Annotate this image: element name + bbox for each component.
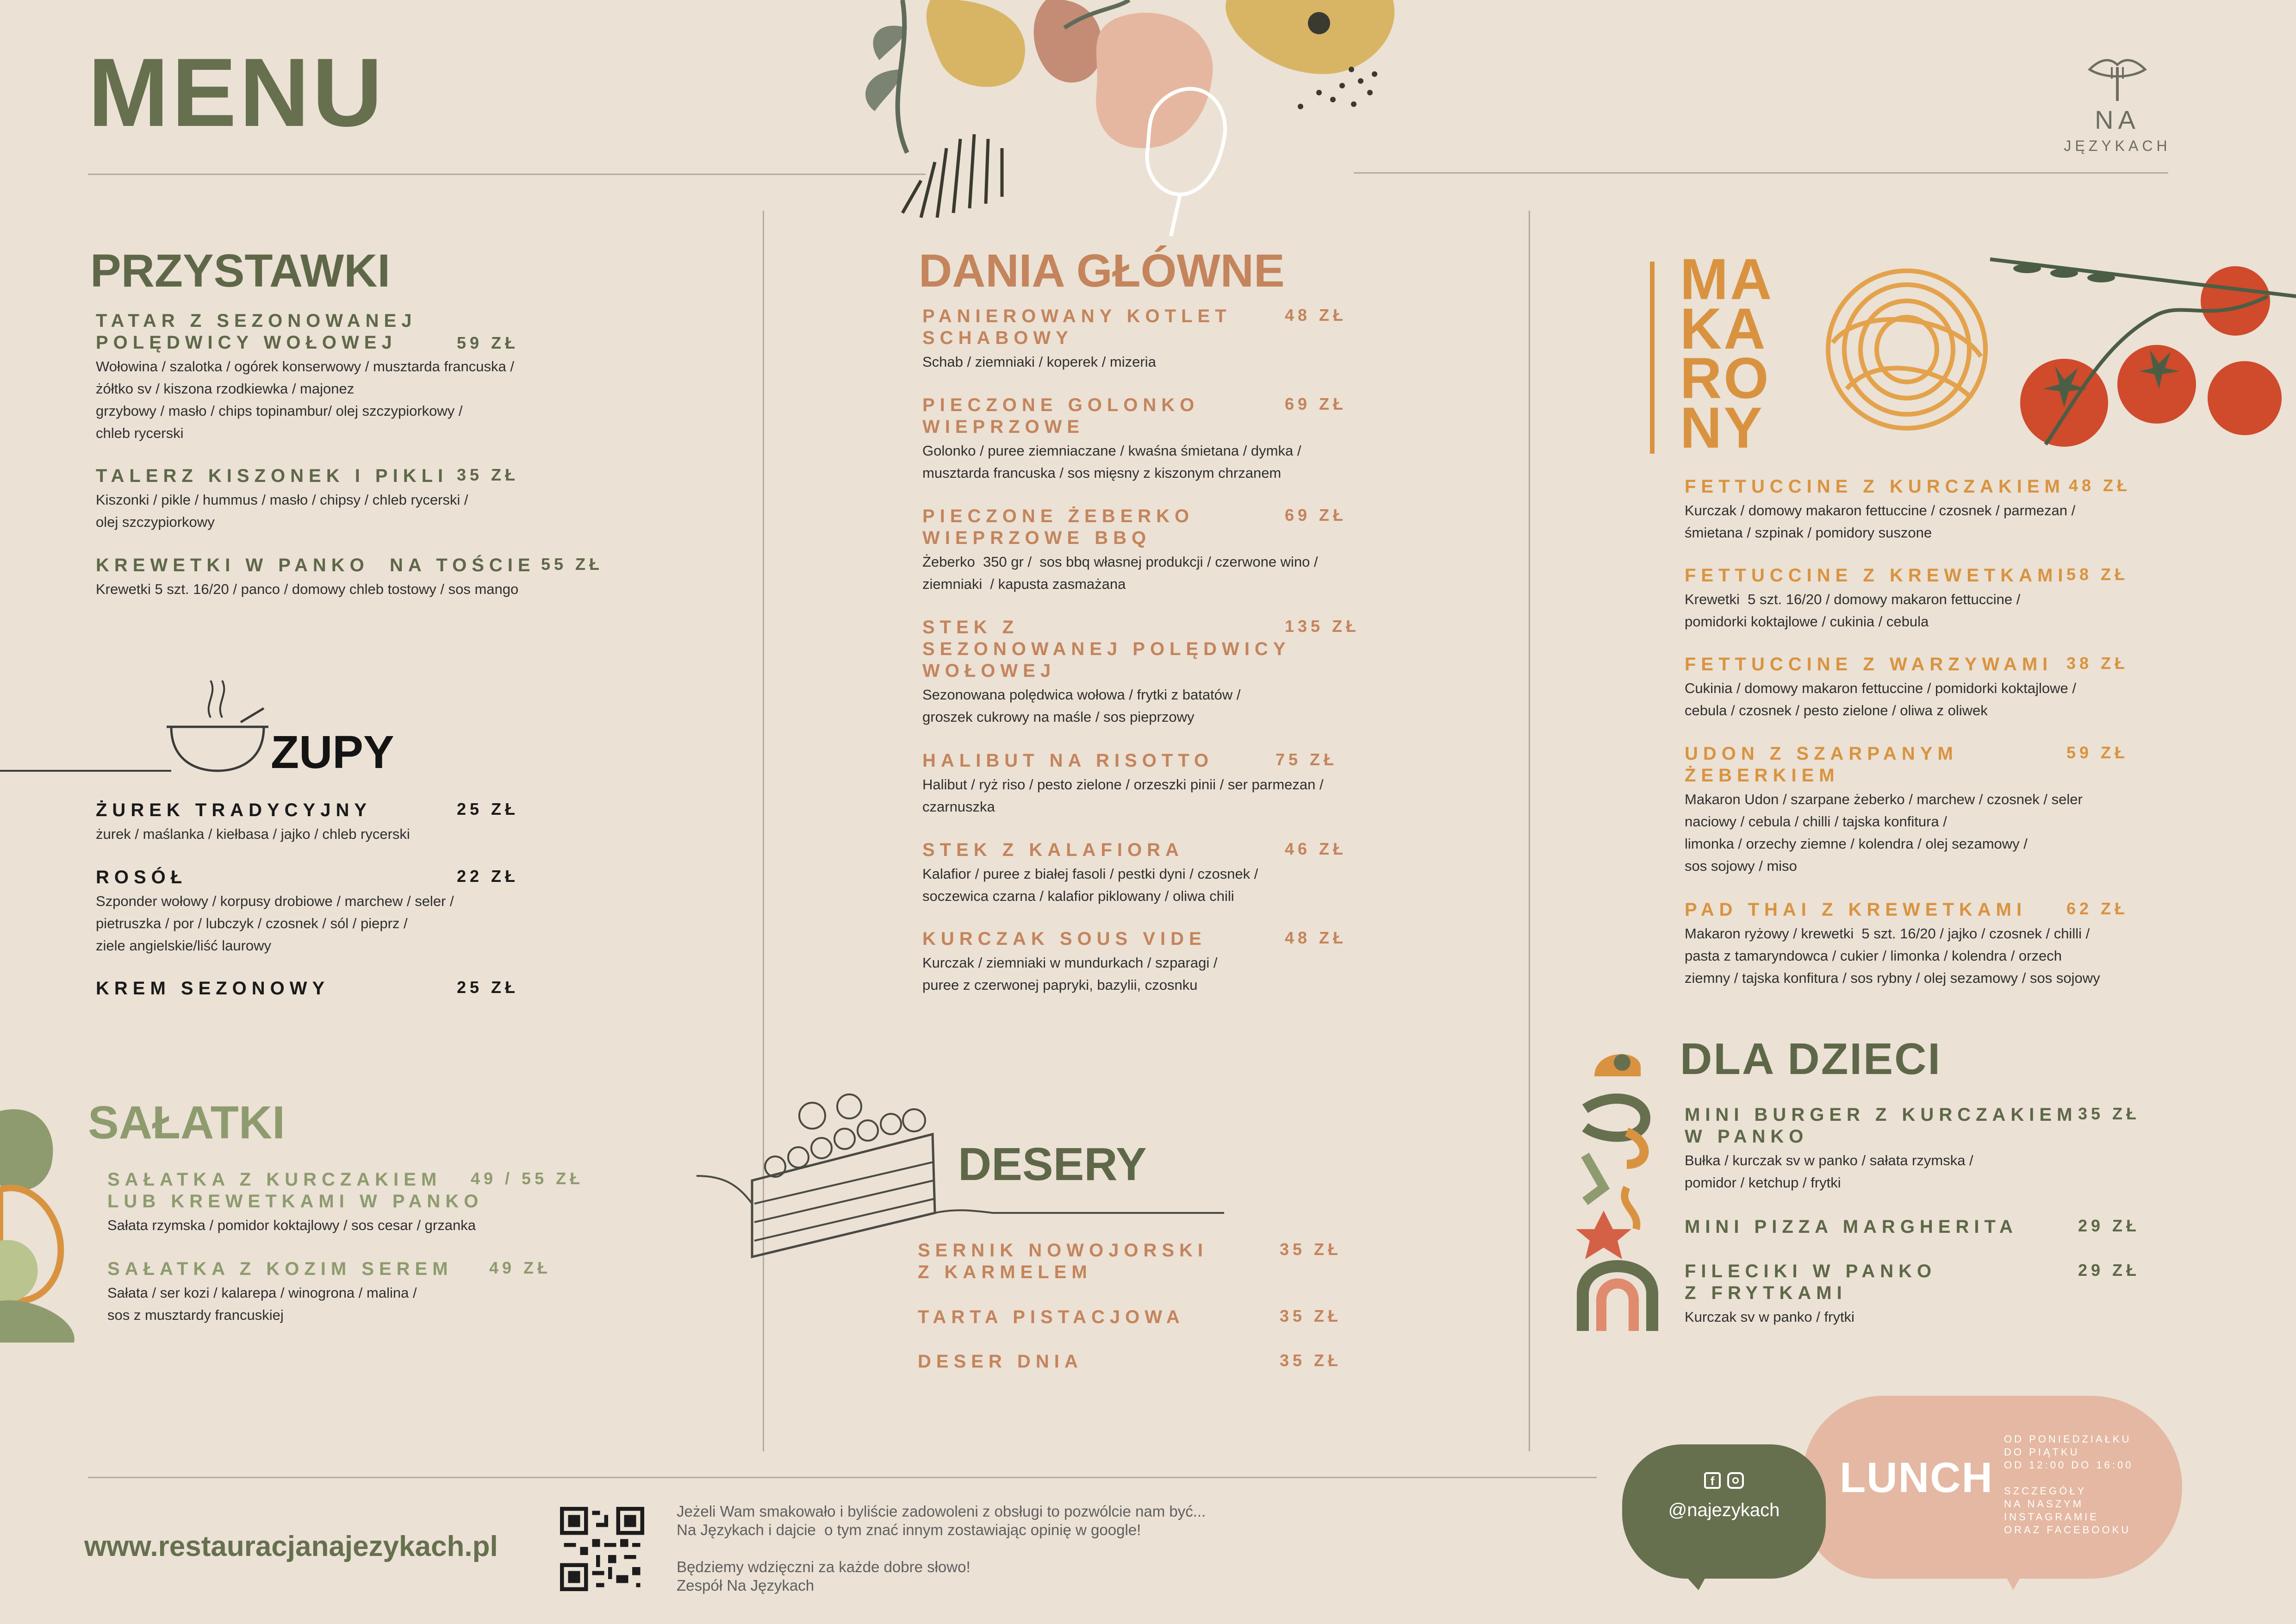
item-name: Z KARMELEM bbox=[918, 1262, 1092, 1282]
desc-line: Schab / ziemniaki / koperek / mizeria bbox=[922, 354, 1156, 370]
item-description bbox=[96, 890, 623, 957]
desc-line: limonka / orzechy ziemne / kolendra / olej sezamowy / bbox=[1685, 836, 2028, 852]
item-name: FILECIKI W PANKO bbox=[1685, 1261, 1937, 1281]
item-price: 59 ZŁ bbox=[457, 333, 519, 352]
section-title-zupy: ZUPY bbox=[271, 726, 394, 778]
desc-line: żurek / maślanka / kiełbasa / jajko / chleb rycerski bbox=[96, 826, 410, 842]
item-price: 46 ZŁ bbox=[1285, 839, 1347, 858]
item-name: HALIBUT NA RISOTTO bbox=[922, 750, 1214, 771]
menu-item bbox=[1685, 899, 2286, 989]
item-name: W PANKO bbox=[1685, 1126, 1809, 1147]
desc-line: sos z musztardy francuskiej bbox=[107, 1307, 284, 1323]
menu-item bbox=[96, 867, 623, 957]
item-name: ROSÓŁ bbox=[96, 867, 187, 887]
menu-item bbox=[96, 978, 623, 999]
menu-item bbox=[96, 800, 623, 845]
note-line: Na Językach i dajcie o tym znać innym zostawiając opinię w google! bbox=[677, 1521, 1141, 1538]
desc-line: ziele angielskie/liść laurowy bbox=[96, 937, 272, 954]
menu-item bbox=[922, 839, 1487, 907]
item-name: WOŁOWEJ bbox=[922, 661, 1056, 681]
item-name: KREWETKI W PANKO NA TOŚCIE bbox=[96, 555, 535, 575]
section-title-dania-glowne: DANIA GŁÓWNE bbox=[919, 245, 1285, 297]
item-price: 48 ZŁ bbox=[2069, 476, 2131, 495]
desc-line: Cukinia / domowy makaron fettuccine / pomidorki koktajlowe / bbox=[1685, 680, 2076, 696]
makarony-title-line: RO bbox=[1680, 346, 1771, 411]
section-title-desery: DESERY bbox=[958, 1138, 1147, 1190]
item-price: 48 ZŁ bbox=[1285, 928, 1347, 947]
desc-line: Krewetki 5 szt. 16/20 / domowy makaron fettuccine / bbox=[1685, 591, 2021, 607]
item-description bbox=[107, 1282, 635, 1326]
desc-line: chleb rycerski bbox=[96, 425, 184, 441]
social-handle[interactable]: @najezykach bbox=[1668, 1500, 1780, 1520]
menu-item bbox=[918, 1351, 1482, 1373]
item-price: 75 ZŁ bbox=[1276, 750, 1338, 769]
item-price: 29 ZŁ bbox=[2078, 1216, 2140, 1235]
note-line: Jeżeli Wam smakowało i byliście zadowoleni z obsługi to pozwólcie nam być... bbox=[677, 1503, 1206, 1520]
menu-item bbox=[918, 1240, 1482, 1283]
desc-line: Makaron ryżowy / krewetki 5 szt. 16/20 / jajko / czosnek / chilli / bbox=[1685, 925, 2090, 942]
desc-line: Kiszonki / pikle / hummus / masło / chipsy / chleb rycerski / bbox=[96, 492, 468, 508]
section-title-dla-dzieci: DLA DZIECI bbox=[1680, 1034, 1942, 1084]
makarony-title-line: KA bbox=[1680, 297, 1767, 361]
item-price: 35 ZŁ bbox=[457, 465, 519, 484]
desc-line: Kurczak sv w panko / frytki bbox=[1685, 1309, 1854, 1325]
item-name: DESER DNIA bbox=[918, 1351, 1083, 1372]
desc-line: musztarda francuska / sos mięsny z kiszonym chrzanem bbox=[922, 465, 1282, 481]
item-price: 55 ZŁ bbox=[541, 555, 604, 574]
makarony-title-line: MA bbox=[1680, 247, 1774, 312]
item-name: WIEPRZOWE bbox=[922, 417, 1085, 437]
item-description bbox=[96, 489, 623, 533]
logo-line1: NA bbox=[2095, 105, 2140, 134]
note-line: Będziemy wdzięczni za każde dobre słowo! bbox=[677, 1558, 971, 1575]
header-rule-right bbox=[1354, 172, 2168, 174]
header-rule-left bbox=[88, 174, 926, 175]
desc-line: śmietana / szpinak / pomidory suszone bbox=[1685, 525, 1932, 541]
menu-title: MENU bbox=[88, 38, 386, 147]
menu-item bbox=[1685, 1104, 2286, 1194]
item-price: 48 ZŁ bbox=[1285, 306, 1347, 325]
item-price: 49 ZŁ bbox=[489, 1258, 552, 1277]
desc-line: pomidor / ketchup / frytki bbox=[1685, 1174, 1841, 1191]
desc-line: pietruszka / por / lubczyk / czosnek / sól / pieprz / bbox=[96, 915, 408, 931]
item-price: 38 ZŁ bbox=[2066, 654, 2129, 673]
item-name: ŻUREK TRADYCYJNY bbox=[96, 800, 372, 820]
desc-line: pomidorki koktajlowe / cukinia / cebula bbox=[1685, 613, 1929, 630]
menu-item bbox=[1685, 1216, 2286, 1238]
menu-item bbox=[922, 306, 1487, 373]
menu-item bbox=[96, 310, 623, 444]
makarony-title-line: NY bbox=[1680, 396, 1764, 460]
item-name: SCHABOWY bbox=[922, 328, 1073, 348]
lips-fork-icon bbox=[2085, 51, 2150, 102]
social-block bbox=[1648, 1472, 1800, 1521]
menu-item bbox=[922, 750, 1487, 818]
desc-line: ziemniaki / kapusta zasmażana bbox=[922, 576, 1126, 592]
menu-item bbox=[1685, 476, 2286, 544]
item-name: LUB KREWETKAMI W PANKO bbox=[107, 1191, 484, 1212]
item-name: STEK Z KALAFIORA bbox=[922, 840, 1184, 860]
item-name: PAD THAI Z KREWETKAMI bbox=[1685, 899, 2027, 920]
item-price: 69 ZŁ bbox=[1285, 506, 1347, 525]
desc-line: Sałata rzymska / pomidor koktajlowy / sos cesar / grzanka bbox=[107, 1217, 476, 1233]
menu-item bbox=[922, 928, 1487, 996]
section-title-przystawki: PRZYSTAWKI bbox=[90, 245, 391, 297]
note-line bbox=[677, 1539, 1325, 1558]
item-description bbox=[922, 440, 1487, 484]
section-title-makarony bbox=[1680, 247, 1774, 460]
item-price: 58 ZŁ bbox=[2066, 565, 2129, 584]
desc-line: żółtko sv / kiszona rzodkiewka / majonez bbox=[96, 381, 355, 397]
qr-code[interactable] bbox=[560, 1507, 644, 1591]
item-price: 25 ZŁ bbox=[457, 978, 519, 997]
menu-item bbox=[96, 555, 642, 600]
desc-line: sos sojowy / miso bbox=[1685, 858, 1797, 874]
desc-line: Krewetki 5 szt. 16/20 / panco / domowy chleb tostowy / sos mango bbox=[96, 581, 519, 597]
item-description bbox=[1685, 588, 2286, 633]
fruit-leaves-illustration bbox=[847, 0, 1402, 241]
desc-line: Kurczak / ziemniaki w mundurkach / szparagi / bbox=[922, 955, 1218, 971]
logo-line2: JĘZYKACH bbox=[2064, 137, 2171, 154]
lunch-info-line: INSTAGRAMIE bbox=[2004, 1511, 2099, 1523]
desc-line: pasta z tamaryndowca / cukier / limonka / kolendra / orzech bbox=[1685, 948, 2062, 964]
item-name: SERNIK NOWOJORSKI bbox=[918, 1240, 1208, 1261]
lunch-info-line: SZCZEGÓŁY bbox=[2004, 1485, 2087, 1497]
item-description bbox=[107, 1214, 635, 1237]
column-divider-right bbox=[1529, 211, 1530, 1451]
item-name: KURCZAK SOUS VIDE bbox=[922, 929, 1207, 949]
item-description bbox=[1685, 923, 2286, 989]
desc-line: Makaron Udon / szarpane żeberko / marchew / czosnek / seler bbox=[1685, 791, 2083, 807]
desc-line: Golonko / puree ziemniaczane / kwaśna śmietana / dymka / bbox=[922, 443, 1301, 459]
menu-item bbox=[922, 617, 1487, 728]
item-price: 69 ZŁ bbox=[1285, 394, 1347, 413]
item-description bbox=[1685, 1149, 2286, 1194]
social-icons bbox=[1648, 1472, 1800, 1489]
desc-line: puree z czerwonej papryki, bazylii, czosnku bbox=[922, 977, 1198, 993]
desc-line: Kalafior / puree z białej fasoli / pestki dyni / czosnek / bbox=[922, 866, 1258, 882]
pasta-tomatoes-illustration bbox=[1805, 250, 2296, 463]
item-description bbox=[922, 863, 1487, 907]
menu-item bbox=[107, 1258, 635, 1326]
menu-item bbox=[918, 1306, 1482, 1328]
menu-item bbox=[96, 465, 623, 533]
instagram-icon[interactable] bbox=[1727, 1472, 1744, 1489]
lunch-info-line: DO PIĄTKU bbox=[2004, 1446, 2080, 1458]
desc-line: Sezonowana polędwica wołowa / frytki z batatów / bbox=[922, 687, 1241, 703]
item-name: Z FRYTKAMI bbox=[1685, 1283, 1847, 1303]
item-description bbox=[922, 774, 1487, 818]
facebook-icon[interactable]: f bbox=[1704, 1472, 1721, 1489]
item-name: MINI BURGER Z KURCZAKIEM bbox=[1685, 1105, 2078, 1125]
lunch-info-line: NA NASZYM bbox=[2004, 1498, 2084, 1510]
item-name: PANIEROWANY KOTLET bbox=[922, 306, 1232, 326]
item-description bbox=[1685, 788, 2286, 877]
desc-line: ziemny / tajska konfitura / sos rybny / olej sezamowy / sos sojowy bbox=[1685, 970, 2100, 986]
desc-line: olej szczypiorkowy bbox=[96, 514, 215, 530]
desc-line: Bułka / kurczak sv w panko / sałata rzymska / bbox=[1685, 1152, 1973, 1168]
menu-item bbox=[922, 394, 1487, 484]
website-link[interactable]: www.restauracjanajezykach.pl bbox=[84, 1530, 498, 1562]
salad-leaves-illustration bbox=[0, 1102, 93, 1343]
item-name: FETTUCCINE Z KURCZAKIEM bbox=[1685, 476, 2065, 497]
lunch-info-line: OD 12:00 DO 16:00 bbox=[2004, 1459, 2134, 1471]
social-bubble-tail bbox=[1675, 1565, 1712, 1593]
item-name: PIECZONE ŻEBERKO bbox=[922, 506, 1195, 526]
item-price: 25 ZŁ bbox=[457, 800, 519, 818]
desc-line: cebula / czosnek / pesto zielone / oliwa z oliwek bbox=[1685, 702, 1988, 718]
desc-line: Kurczak / domowy makaron fettuccine / czosnek / parmezan / bbox=[1685, 502, 2076, 518]
desc-line: Żeberko 350 gr / sos bbq własnej produkcji / czerwone wino / bbox=[922, 554, 1318, 570]
item-price: 35 ZŁ bbox=[1280, 1306, 1342, 1325]
makarony-title-bar bbox=[1650, 262, 1655, 454]
restaurant-logo bbox=[2055, 51, 2180, 155]
lunch-title: LUNCH bbox=[1840, 1454, 1993, 1501]
item-name: ŻEBERKIEM bbox=[1685, 765, 1840, 786]
item-name: FETTUCCINE Z WARZYWAMI bbox=[1685, 654, 2053, 675]
menu-item bbox=[107, 1169, 635, 1237]
menu-item bbox=[922, 506, 1487, 595]
item-name: SEZONOWANEJ POLĘDWICY bbox=[922, 639, 1291, 659]
item-price: 35 ZŁ bbox=[2078, 1104, 2140, 1123]
lunch-info-line: ORAZ FACEBOOKU bbox=[2004, 1524, 2131, 1536]
kids-shapes-illustration bbox=[1576, 1035, 1659, 1331]
item-description bbox=[96, 578, 642, 600]
desc-line: soczewica czarna / kalafior piklowany / oliwa chili bbox=[922, 888, 1234, 904]
item-price: 62 ZŁ bbox=[2066, 899, 2129, 918]
desc-line: Halibut / ryż riso / pesto zielone / orzeszki pinii / ser parmezan / bbox=[922, 776, 1324, 793]
item-name: WIEPRZOWE BBQ bbox=[922, 528, 1151, 548]
desc-line: czarnuszka bbox=[922, 799, 995, 815]
desc-line: Sałata / ser kozi / kalarepa / winogrona / malina / bbox=[107, 1285, 417, 1301]
item-name: SAŁATKA Z KURCZAKIEM bbox=[107, 1169, 442, 1190]
desc-line: naciowy / cebula / chilli / tajska konfitura / bbox=[1685, 813, 1947, 830]
item-name: FETTUCCINE Z KREWETKAMI bbox=[1685, 565, 2068, 586]
footer-rule bbox=[88, 1477, 1597, 1478]
item-description bbox=[1685, 500, 2286, 544]
item-name: PIECZONE GOLONKO bbox=[922, 395, 1200, 415]
lunch-info-line bbox=[2004, 1472, 2161, 1485]
item-price: 135 ZŁ bbox=[1285, 617, 1360, 636]
review-note bbox=[677, 1502, 1325, 1595]
item-name: KREM SEZONOWY bbox=[96, 978, 330, 999]
item-name: UDON Z SZARPANYM bbox=[1685, 743, 1958, 764]
lunch-bubble-tail bbox=[1995, 1555, 2032, 1593]
item-price: 35 ZŁ bbox=[1280, 1351, 1342, 1370]
desc-line: Szponder wołowy / korpusy drobiowe / marchew / seler / bbox=[96, 893, 454, 909]
desc-line: Wołowina / szalotka / ogórek konserwowy / musztarda francuska / bbox=[96, 358, 514, 375]
lunch-info-line: OD PONIEDZIAŁKU bbox=[2004, 1433, 2132, 1445]
item-name: POLĘDWICY WOŁOWEJ bbox=[96, 332, 397, 353]
item-price: 22 ZŁ bbox=[457, 867, 519, 886]
soup-bowl-icon bbox=[0, 667, 278, 778]
item-description bbox=[922, 551, 1487, 595]
item-description bbox=[922, 952, 1487, 996]
item-description bbox=[922, 351, 1487, 373]
section-title-salatki: SAŁATKI bbox=[88, 1097, 285, 1149]
item-description bbox=[96, 823, 623, 845]
item-description bbox=[922, 684, 1487, 728]
desc-line: grzybowy / masło / chips topinambur/ olej szczypiorkowy / bbox=[96, 403, 463, 419]
note-line: Zespół Na Językach bbox=[677, 1577, 815, 1594]
item-price: 59 ZŁ bbox=[2066, 743, 2129, 762]
item-price: 35 ZŁ bbox=[1280, 1240, 1342, 1259]
menu-item bbox=[1685, 1261, 2286, 1328]
item-name: TALERZ KISZONEK I PIKLI bbox=[96, 466, 448, 486]
item-name: MINI PIZZA MARGHERITA bbox=[1685, 1217, 2018, 1237]
item-description bbox=[96, 356, 623, 444]
menu-item bbox=[1685, 654, 2286, 722]
item-description bbox=[1685, 677, 2286, 722]
item-description bbox=[1685, 1306, 2286, 1328]
item-name: TARTA PISTACJOWA bbox=[918, 1307, 1185, 1327]
item-name: STEK Z bbox=[922, 617, 1019, 637]
item-name: SAŁATKA Z KOZIM SEREM bbox=[107, 1259, 453, 1279]
item-price: 29 ZŁ bbox=[2078, 1261, 2140, 1280]
menu-item bbox=[1685, 565, 2286, 633]
item-price: 49 / 55 ZŁ bbox=[471, 1169, 584, 1188]
menu-item bbox=[1685, 743, 2286, 877]
desc-line: groszek cukrowy na maśle / sos pieprzowy bbox=[922, 709, 1195, 725]
lunch-info bbox=[2004, 1433, 2161, 1537]
item-name: TATAR Z SEZONOWANEJ bbox=[96, 311, 417, 331]
